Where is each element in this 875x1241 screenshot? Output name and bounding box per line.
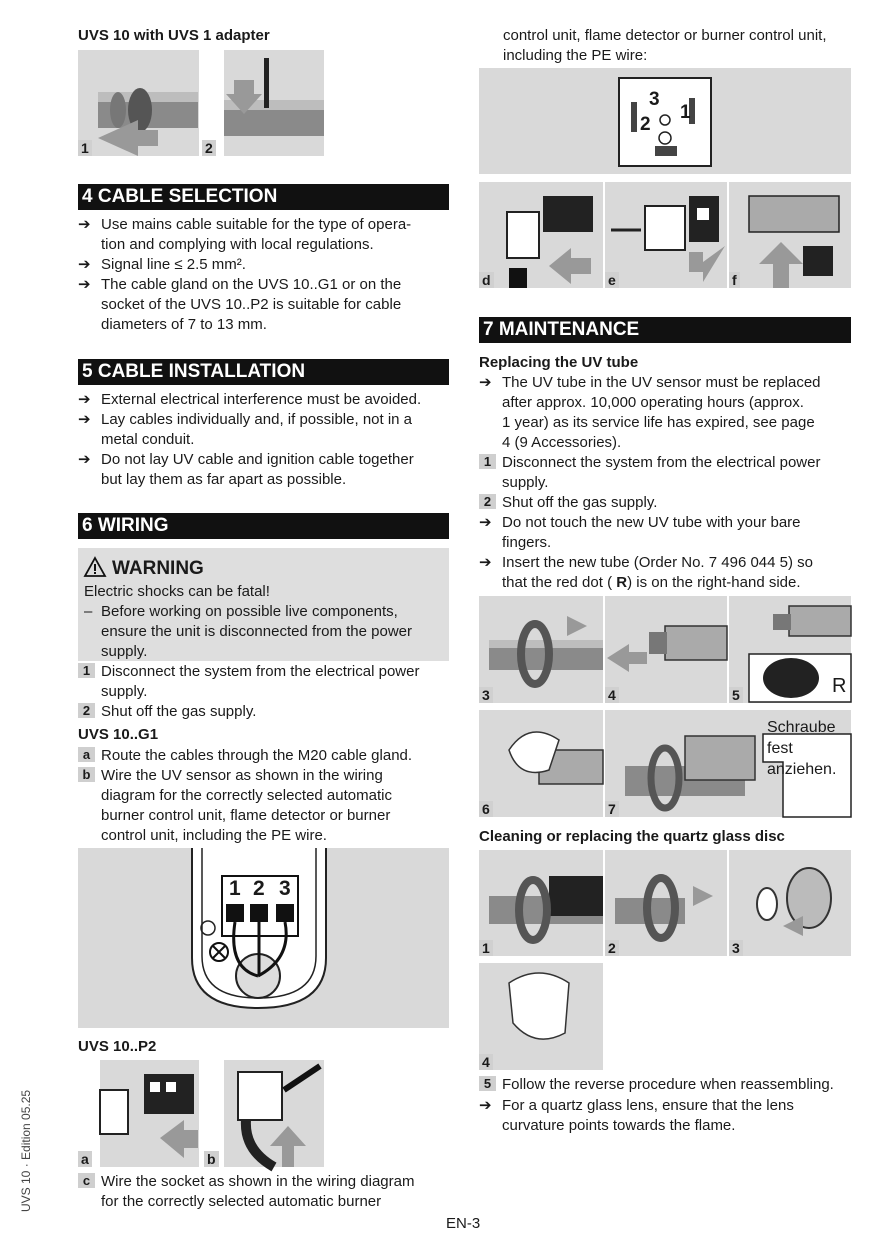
figure-label: f [729,272,740,288]
unscrew-sensor-illustration [479,596,603,703]
warning-title: WARNING [112,558,204,579]
bullet-arrow-icon: ➔ [78,411,91,428]
callout-text: Schraube [767,719,836,736]
figure-label: 2 [605,940,619,956]
figure-label: d [479,272,494,288]
quartz-heading: Cleaning or replacing the quartz glass disc [479,828,785,845]
terminal-label: 3 [279,877,291,900]
figure-label: 2 [202,140,216,156]
figure-label: 3 [479,687,493,703]
step-5-text: Follow the reverse procedure when reassembling. [502,1076,834,1093]
s5-line: Do not lay UV cable and ignition cable together [101,451,414,468]
insert-line [502,573,801,593]
uv-line: The UV tube in the UV sensor must be replaced [502,374,821,391]
socket-wiring-e-illustration [605,182,727,288]
s4-line: diameters of 7 to 13 mm. [101,316,267,333]
socket-terminal-label: 2 [640,114,651,135]
figure-label: 5 [729,687,743,703]
uv-line: 1 year) as its service life has expired, see page [502,414,815,431]
insert-text: that the red dot ( [502,574,617,591]
touch-line: Do not touch the new UV tube with your bare [502,514,801,531]
uv-line: after approx. 10,000 operating hours (approx. [502,394,804,411]
sensor-removal-illustration [78,50,199,156]
step-letter: c [78,1173,95,1188]
step-b-text: burner control unit, flame detector or burner [101,807,391,824]
step-1-text: supply. [101,683,148,700]
socket-terminal-illustration [479,68,851,174]
figure-label: 6 [479,801,493,817]
step-b-text: control unit, including the PE wire. [101,827,327,844]
s5-line: External electrical interference must be avoided. [101,391,422,408]
step-1-text: supply. [502,474,549,491]
warning-triangle-icon [84,557,106,577]
step-number: 2 [479,494,496,509]
g1-heading: UVS 10..G1 [78,726,159,743]
section-5-title: 5 CABLE INSTALLATION [78,359,449,385]
socket-removal-illustration [100,1060,199,1167]
warning-dash: – [84,603,93,620]
s4-line: tion and complying with local regulations. [101,236,374,253]
socket-figure-f [729,182,851,288]
figure-label: b [204,1151,219,1167]
s4-line: Signal line ≤ 2.5 mm². [101,256,246,273]
socket-figure-e [605,182,727,288]
figure-label: 4 [605,687,619,703]
bullet-arrow-icon: ➔ [479,554,492,571]
step-2-text: Shut off the gas supply. [502,494,658,511]
uv-figure-7 [605,710,851,817]
figure-label: 1 [78,140,92,156]
figure-label: 1 [479,940,493,956]
unscrew-holder-illustration [479,850,603,956]
insert-text: ) is on the right-hand side. [627,574,801,591]
red-dot-marker: R [616,574,628,591]
bullet-arrow-icon: ➔ [479,374,492,391]
p2-heading: UVS 10..P2 [78,1038,157,1055]
section-4-title: 4 CABLE SELECTION [78,184,449,210]
pull-sensor-illustration [605,596,727,703]
warning-line: Electric shocks can be fatal! [84,583,270,600]
insert-line: Insert the new tube (Order No. 7 496 044 5) so [502,554,814,571]
step-1-text: Disconnect the system from the electrical power [101,663,420,680]
figure-label: 7 [605,801,619,817]
edition-note: UVS 10 · Edition 05.25 [19,1089,33,1212]
step-letter: b [78,767,95,782]
socket-mount-f-illustration [729,182,851,288]
figure-label: 4 [479,1054,493,1070]
warning-line: Before working on possible live components, [101,603,398,620]
continued-line: control unit, flame detector or burner control unit, [503,27,827,44]
bullet-arrow-icon: ➔ [479,1097,492,1114]
step-2-text: Shut off the gas supply. [101,703,257,720]
uv-tube-heading: Replacing the UV tube [479,354,639,371]
terminal-block-illustration [78,848,449,1028]
p2-figure-a [100,1060,199,1167]
section-6-title: 6 WIRING [78,513,449,539]
lens-line: curvature points towards the flame. [502,1117,736,1134]
warning-line: supply. [101,643,148,660]
quartz-figure-2 [605,850,727,956]
socket-wiring-diagram [479,68,851,174]
s4-line: Use mains cable suitable for the type of opera- [101,216,412,233]
bullet-arrow-icon: ➔ [78,256,91,273]
callout-text: anziehen. [767,761,837,778]
s4-line: socket of the UVS 10..P2 is suitable for cable [101,296,402,313]
figure-label: 3 [729,940,743,956]
step-c-text: Wire the socket as shown in the wiring diagram [101,1173,415,1190]
quartz-figure-3 [729,850,851,956]
socket-figure-d [479,182,603,288]
remove-holder-illustration [605,850,727,956]
uv-figure-4 [605,596,727,703]
callout-text: fest [767,740,793,757]
adapter-heading: UVS 10 with UVS 1 adapter [78,27,270,44]
lens-line: For a quartz glass lens, ensure that the lens [502,1097,794,1114]
uv-figure-3 [479,596,603,703]
section-7-title: 7 MAINTENANCE [479,317,851,343]
step-number: 5 [479,1076,496,1091]
step-letter: a [78,747,95,762]
step-number: 2 [78,703,95,718]
bullet-arrow-icon: ➔ [78,276,91,293]
adapter-figure-1 [78,50,199,156]
wiring-diagram-g1 [78,848,449,1028]
page-number: EN-3 [446,1215,481,1232]
step-c-text: for the correctly selected automatic burner [101,1193,382,1210]
bullet-arrow-icon: ➔ [78,451,91,468]
adapter-figure-2 [205,50,324,156]
p2-figure-b [224,1060,324,1167]
uv-line: 4 (9 Accessories). [502,434,622,451]
touch-line: fingers. [502,534,552,551]
bullet-arrow-icon: ➔ [479,514,492,531]
quartz-figure-1 [479,850,603,956]
terminal-label: 2 [253,877,265,900]
continued-line: including the PE wire: [503,47,648,64]
wipe-tube-illustration [479,710,603,817]
socket-mounting-illustration [224,1060,324,1167]
step-a-text: Route the cables through the M20 cable gland. [101,747,413,764]
step-1-text: Disconnect the system from the electrical power [502,454,821,471]
quartz-disc-illustration [729,850,851,956]
quartz-figure-4 [479,963,603,1070]
socket-terminal-label: 3 [649,89,660,110]
uv-figure-5 [729,596,851,703]
step-number: 1 [78,663,95,678]
figure-label: a [78,1151,92,1167]
figure-label: e [605,272,619,288]
socket-wiring-d-illustration [479,182,603,288]
socket-terminal-label: 1 [680,102,691,123]
uv-figure-6 [479,710,603,817]
screwdriver-illustration [224,50,324,156]
step-number: 1 [479,454,496,469]
warning-line: ensure the unit is disconnected from the power [101,623,413,640]
bullet-arrow-icon: ➔ [78,391,91,408]
s5-line: but lay them as far apart as possible. [101,471,347,488]
terminal-label: 1 [229,877,241,900]
bullet-arrow-icon: ➔ [78,216,91,233]
step-b-text: Wire the UV sensor as shown in the wiring [101,767,383,784]
clean-disc-illustration [479,963,603,1070]
s5-line: metal conduit. [101,431,195,448]
s4-line: The cable gland on the UVS 10..G1 or on the [101,276,402,293]
red-dot-label: R [832,675,847,697]
step-b-text: diagram for the correctly selected automatic [101,787,392,804]
s5-line: Lay cables individually and, if possible, not in a [101,411,413,428]
